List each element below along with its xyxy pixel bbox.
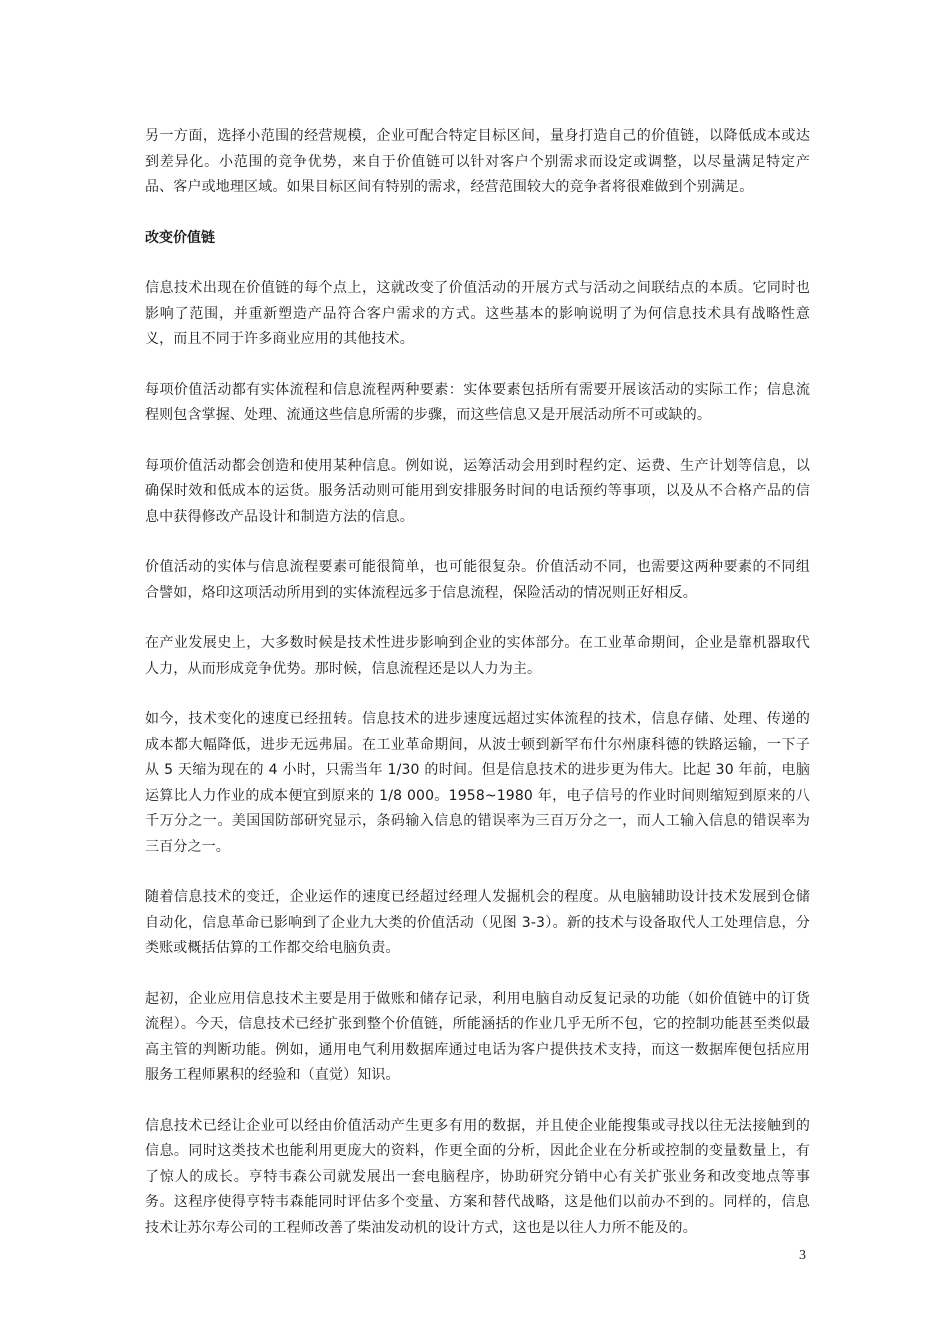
paragraph-physical-info-elements: 每项价值活动都有实体流程和信息流程两种要素：实体要素包括所有需要开展该活动的实际工作；信息流程则包含掌握、处理、流通这些信息所需的步骤，而这些信息又是开展活动所不可或缺的。	[145, 381, 810, 423]
paragraph-it-in-value-chain: 信息技术出现在价值链的每个点上，这就改变了价值活动的开展方式与活动之间联结点的本质。它同时也影响了范围，并重新塑造产品符合客户需求的方式。这些基本的影响说明了为何信息技术具有战略性意义，而且不同于许多商业应用的其他技术。	[145, 280, 810, 347]
paragraph-industrial-history: 在产业发展史上，大多数时候是技术性进步影响到企业的实体部分。在工业革命期间，企业是靠机器取代人力，从而形成竞争优势。那时候，信息流程还是以人力为主。	[145, 635, 810, 677]
page-number: 3	[799, 1248, 806, 1263]
paragraph-pace-reversed: 如今，技术变化的速度已经扭转。信息技术的进步速度远超过实体流程的技术，信息存储、处理、传递的成本都大幅降低，进步无远弗届。在工业革命期间，从波士顿到新罕布什尔州康科德的铁路运输，一下子从 5 天缩为现在的 4 小时，只需当年 1/30 的时间。但是信息技术的进步更为伟大。比起 30 年前，电脑运算比人力作业的成本便宜到原来的 1/8 000。1958~1980 年，电子信号的作业时间则缩短到原来的八千万分之一。美国国防部研究显示，条码输入信息的错误率为三百万分之一，而人工输入信息的错误率为三百分之一。	[145, 711, 810, 855]
document-body	[145, 124, 810, 1266]
paragraph-initial-applications: 起初，企业应用信息技术主要是用于做账和储存记录，利用电脑自动反复记录的功能（如价值链中的订货流程）。今天，信息技术已经扩张到整个价值链，所能涵括的作业几乎无所不包，它的控制功能甚至类似最高主管的判断功能。例如，通用电气利用数据库通过电话为客户提供技术支持，而这一数据库便包括应用服务工程师累积的经验和（直觉）知识。	[145, 990, 810, 1083]
paragraph-simple-complex: 价值活动的实体与信息流程要素可能很简单，也可能很复杂。价值活动不同，也需要这两种要素的不同组合譬如，烙印这项活动所用到的实体流程远多于信息流程，保险活动的情况则正好相反。	[145, 559, 810, 601]
section-heading: 改变价值链	[145, 229, 215, 246]
paragraph-narrow-scope: 另一方面，选择小范围的经营规模，企业可配合特定目标区间，量身打造自己的价值链，以降低成本或达到差异化。小范围的竞争优势，来自于价值链可以针对客户个别需求而设定或调整，以尽量满足特定产品、客户或地理区域。如果目标区间有特别的需求，经营范围较大的竞争者将很难做到个别满足。	[145, 128, 810, 195]
paragraph-it-changes: 随着信息技术的变迁，企业运作的速度已经超过经理人发掘机会的程度。从电脑辅助设计技术发展到仓储自动化，信息革命已影响到了企业九大类的价值活动（见图 3-3）。新的技术与设备取代人工处理信息，分类账或概括估算的工作都交给电脑负责。	[145, 889, 810, 956]
paragraph-create-use-info: 每项价值活动都会创造和使用某种信息。例如说，运筹活动会用到时程约定、运费、生产计划等信息，以确保时效和低成本的运货。服务活动则可能用到安排服务时间的电话预约等事项，以及从不合格产品的信息中获得修改产品设计和制造方法的信息。	[145, 457, 810, 525]
paragraph-more-data: 信息技术已经让企业可以经由价值活动产生更多有用的数据，并且使企业能搜集或寻找以往无法接触到的信息。同时这类技术也能利用更庞大的资料，作更全面的分析，因此企业在分析或控制的变量数量上，有了惊人的成长。亨特韦森公司就发展出一套电脑程序，协助研究分销中心有关扩张业务和改变地点等事务。这程序使得亨特韦森能同时评估多个变量、方案和替代战略，这是他们以前办不到的。同样的，信息技术让苏尔寿公司的工程师改善了柴油发动机的设计方式，这也是以往人力所不能及的。	[145, 1117, 810, 1236]
